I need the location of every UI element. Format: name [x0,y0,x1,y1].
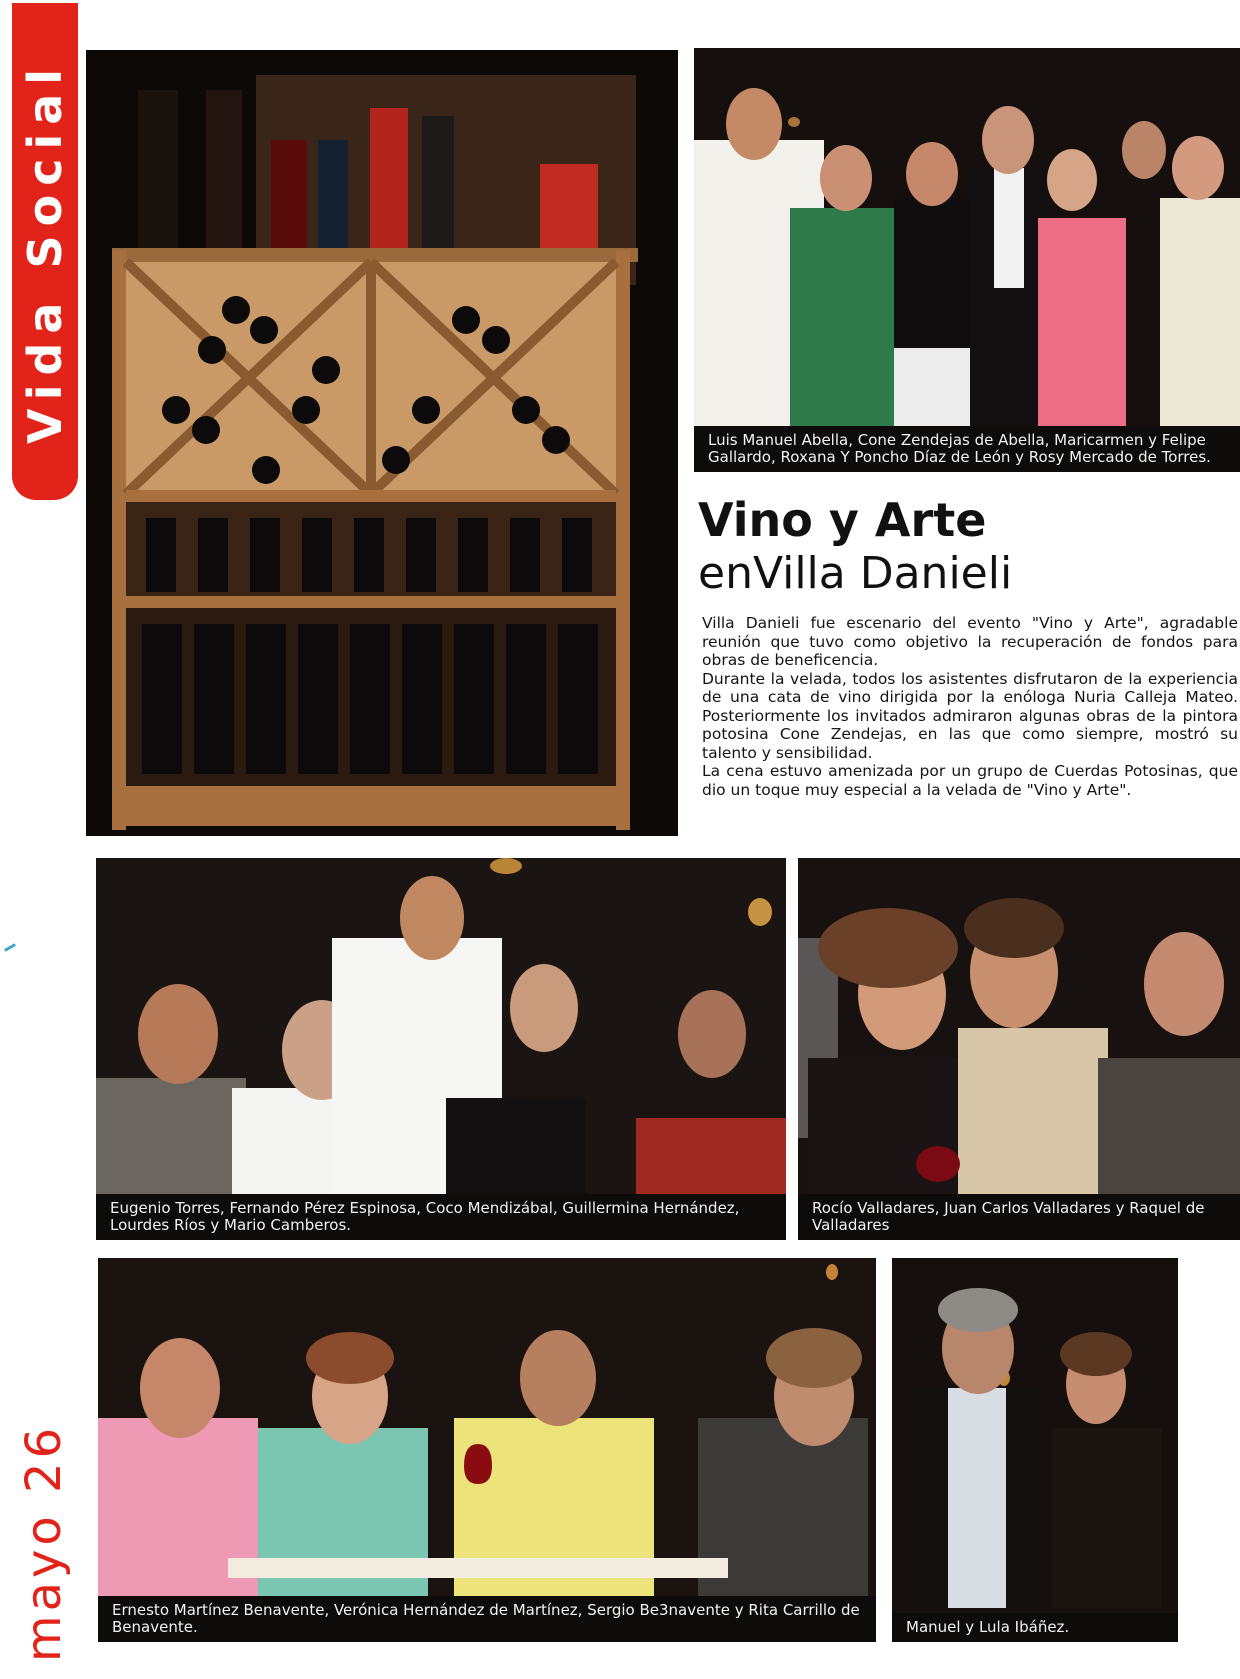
group-photo-bottom-left [98,1258,876,1642]
article-title: Vino y Arte [698,493,987,547]
print-speck [4,943,16,952]
photo-caption: Manuel y Lula Ibáñez. [892,1613,1178,1642]
wine-rack-icon [86,50,678,836]
article-paragraph: La cena estuvo amenizada por un grupo de Cuerdas Potosinas, que dio un toque muy especial a la velada de "Vino y Arte". [702,762,1238,799]
group-photo-top-image [694,48,1240,472]
group-photo-bottom-right [892,1258,1178,1642]
group-photo-top [694,48,1240,472]
article-paragraph: Durante la velada, todos los asistentes disfrutaron de la experiencia de una cata de vino dirigida por la enóloga Nuria Calleja Mateo. Posteriormente los invitados admiraron algunas obras de la pintora potosina Cone Zendejas, en las que como siempre, mostró su talento y sensibilidad. [702,669,1238,762]
group-photo-middle-right-image [798,858,1240,1240]
group-photo-bottom-right-image [892,1258,1178,1642]
photo-caption: Rocío Valladares, Juan Carlos Valladares y Raquel de Valladares [798,1194,1240,1240]
folio [14,1418,74,1668]
section-label: Vida Social [18,59,72,444]
article-paragraph: Villa Danieli fue escenario del evento "Vino y Arte", agradable reunión que tuvo como objetivo la recuperación de fondos para obras de beneficencia. [702,614,1238,669]
group-photo-middle-right [798,858,1240,1240]
photo-caption: Luis Manuel Abella, Cone Zendejas de Abella, Maricarmen y Felipe Gallardo, Roxana Y Poncho Díaz de León y Rosy Mercado de Torres. [694,426,1240,472]
section-tab [12,3,78,500]
wine-rack-photo [86,50,678,836]
group-photo-middle-left-image [96,858,786,1240]
group-photo-bottom-left-image [98,1258,876,1642]
photo-caption: Ernesto Martínez Benavente, Verónica Hernández de Martínez, Sergio Be3navente y Rita Carrillo de Benavente. [98,1596,876,1642]
folio-label: mayo 26 [16,1423,72,1663]
article-headline [698,492,1238,600]
group-photo-middle-left [96,858,786,1240]
photo-caption: Eugenio Torres, Fernando Pérez Espinosa, Coco Mendizábal, Guillermina Hernández, Lourdes Ríos y Mario Camberos. [96,1194,786,1240]
article-subtitle: enVilla Danieli [698,548,1013,599]
article-body [702,614,1238,799]
